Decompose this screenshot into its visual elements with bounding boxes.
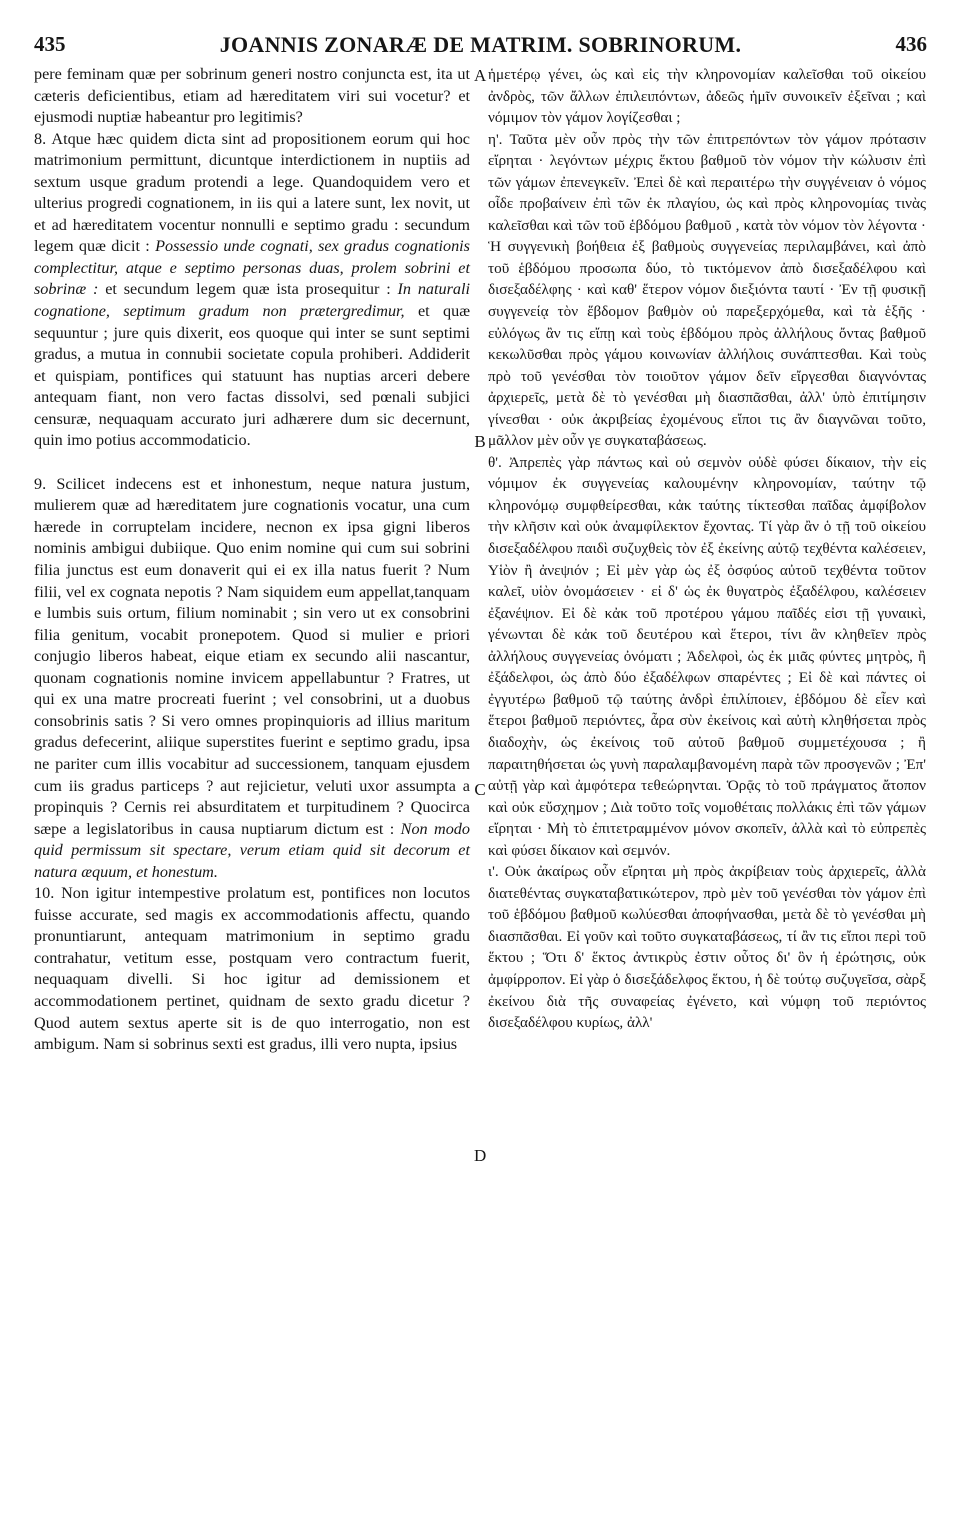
latin-quote: In naturali cognatione, septimum gradum non prætergredimur, <box>34 280 470 321</box>
latin-paragraph-8 <box>34 129 470 452</box>
latin-quote: Possessio unde cognati, sex gradus cognationis complectitur, atque e septimo personas duas, prolem sobrini et sobrinæ : <box>34 237 470 299</box>
latin-paragraph-9 <box>34 474 470 883</box>
section-marker-b: B <box>474 432 486 451</box>
section-marker-c: C <box>474 780 486 799</box>
running-title: JOANNIS ZONARÆ DE MATRIM. SOBRINORUM. <box>219 32 742 57</box>
latin-text: 8. Atque hæc quidem dicta sint ad propositionem eorum qui hoc matrimonium permittunt, dicuntque interdictionem in nuptiis ad sextum usque gradum protendi a lege. Quandoquidem vero et ulterius progredi cognationem, in iis qui a latere sunt, lex novit, ut et ad hæreditatem vocentur nonnulli e septimo gradu : secundum legem quæ dicit : <box>34 129 470 256</box>
latin-text: et secundum legem quæ ista prosequitur : <box>98 280 398 299</box>
greek-paragraph-9: θ'. Ἀπρεπὲς γὰρ πάντως καὶ οὐ σεμνὸν οὐδὲ φύσει δίκαιον, τὴν εἰς νόμιμον ἐκ συγγενείας καλουμένην κληρονομίαν, ταύτην τῷ κληρονόμῳ συμφθείρεσθαι, κἀκ ταύτης τίκτεσθαι παῖδας ἀμφίβολον τὴν κλῆσιν καὶ οὐκ ἀναμφίλεκτον ἔχοντας. Τί γὰρ ἂν ὁ τῇ τοῦ οἰκείου δισεξαδέλφου παιδὶ συζυχθεὶς τὸν ἐξ ἐκείνης αὐτῷ τεχθέντα καλέσειεν, Υἱὸν ἢ ἀνεψιόν ; Εἰ μὲν γὰρ ὡς ἐξ ὀσφύος αὐτοῦ τεχθέντα τοῦτον καλεῖ, υἱὸν ὀνομάσειεν · εἰ δ' ὡς ἐκ θυγατρὸς ἐξαδέλφου, καλέσειεν ἐξανέψιον. Εἰ δὲ κἀκ τοῦ προτέρου γάμου παῖδές εἰσι τῇ γυναικὶ, γένωνται δὲ κἀκ τοῦ δευτέρου καὶ ἕτεροι, τίνι ἂν κληθεῖεν πρὸς ἀλλήλους συγγενείας ὀνόματι ; Ἀδελφοὶ, ὡς ἐκ μιᾶς φύντες μητρὸς, ἢ ἐξάδελφοι, ὡς ἀπὸ δύο ἐξαδέλφων σπαρέντες ; Εἰ δὲ καὶ πάντες οἱ ἐγγυτέρω βαθμοῦ τῷ ταύτης ἀνδρὶ ἐπιλίποιεν, ἑβδόμου δὲ εἶεν καὶ ἕτεροι βαθμοῦ περιόντες, ἆρα σὺν ἐκείνοις καὶ αὐτὴ κληθήσεται πρὸς διαδοχὴν, ὡς ἐκείνοις τοῦ αὐτοῦ βαθμοῦ συμμετέχουσα ; ἢ παραιτηθήσεται ὡς γυνὴ παραλαμβανομένη παρὰ τῶν προσγενῶν ; Ἐπ' αὐτῇ γὰρ καὶ ἀμφότερα τεθεώρηνται. Ὁρᾷς τὸ τοῦ πράγματος ἄτοπον καὶ οὐκ εὔσχημον ; Διὰ τοῦτο τοῖς νομοθέταις πολλάκις ἐπὶ τῶν γάμων εἴρηται · Μὴ τὸ ἐπιτετραμμένον μόνον σκοπεῖν, ἀλλὰ καὶ τὸ εὐπρεπὲς καὶ φύσει δίκαιον καὶ σεμνόν. <box>488 453 926 859</box>
greek-paragraph-8: η'. Ταῦτα μὲν οὖν πρὸς τὴν τῶν ἐπιτρεπόντων τὸν γάμον πρότασιν εἴρηται · λεγόντων μέχρις ἕκτου βαθμοῦ τὸν νόμον τὴν κώλυσιν ἐπὶ τῶν γάμων ἐπενεγκεῖν. Ἐπεὶ δὲ καὶ περαιτέρω τὴν συγγένειαν ὁ νόμος οἶδε προβαίνειν ἐπὶ τῶν ἐκ πλαγίου, ὡς καὶ πρὸς κληρονομίας τινὰς καλεῖσθαι καὶ τῶν τοῦ ἑβδόμου βαθμοῦ , κατὰ τὸν νόμον τὸν λέγοντα · Ἡ συγγενικὴ βοήθεια ἐξ βαθμοὺς συγγενείας περιλαμβάνει, καὶ ἀπὸ τοῦ ἑβδόμου προσωπα δύο, τὸ τικτόμενον ἀπὸ δισεξαδέλφου καὶ δισεξαδέλφης · καὶ καθ' ἕτερον νόμον διεξιόντα ταυτί · Ἐν τῇ φυσικῇ συγγενείᾳ τὸν ἕβδομον βαθμὸν οὐ παρεξερχόμεθα, καὶ τὰ ἑξῆς · εὐλόγως ἂν τις εἴπῃ καὶ τοὺς ἑβδόμου πρὸς ἀλλήλους ὄντας βαθμοῦ κεκωλῦσθαι πρὸς γάμου κοινωνίαν ἀλλήλοις συνάπτεσθαι. Καὶ τοὺς πρὸ τοῦ γενέσθαι τὸν τοιοῦτον γάμον δεῖν εἴργεσθαι διαγνόντας ἀρχιερεῖς, μετὰ δὲ τὸ γενέσθαι μὴ διασπᾶσθαι, ἀλλ' ὑπὸ ἐπιτίμησιν γίνεσθαι · οὐκ ἀκριβείας ἐχομένους εἴποι τις ἂν διαγνῶναι τοῦτο, μᾶλλον μὲν οὖν γε συγκαταβάσεως. <box>488 130 926 450</box>
section-marker-d: D <box>474 1146 487 1165</box>
greek-column <box>488 64 926 1034</box>
latin-quote: Non modo quid permissum sit spectare, verum etiam quid sit decorum et natura æquum, et honestum. <box>34 819 470 881</box>
latin-column <box>34 64 470 1056</box>
section-marker-a: A <box>474 66 487 85</box>
page-number-right: 436 <box>895 32 927 56</box>
greek-paragraph-continuation: ἡμετέρῳ γένει, ὡς καὶ εἰς τὴν κληρονομίαν καλεῖσθαι τοῦ οἰκείου ἀνδρὸς, τῶν ἄλλων ἐπιλειπόντων, ἀδεῶς ἡμῖν συνοικεῖν ἐξεῖναι ; καὶ νόμιμον τὸν γάμον λογίζεσθαι ; <box>488 66 926 127</box>
latin-text: et quæ sequuntur ; jure quis dixerit, eos quoque qui inter se sunt septimi gradus, a mutua in connubii societate copula prohiberi. Addiderit et quispiam, pontifices qui statuunt has nuptias arceri debere antequam fiant, non vero factas dissolvi, sed pœnali subjici censuræ, nequaquam accurato juri adhærere dum sic decernunt, quin imo potius accommodaticio. <box>34 302 471 450</box>
latin-paragraph-10: 10. Non igitur intempestive prolatum est, pontifices non locutos fuisse accurate, sed magis ex accommodationis affectu, quando pronuntiarunt, antequam matrimonium in septimo gradu contrahatur, vetitum esse, postquam vero contractum fuerit, nequaquam divelli. Si hoc igitur ad demissionem et accommodationem pertinet, quidnam de sexto gradu dicetur ? Quod autem sextus aperte sit is de quo interrogatio, non est ambigum. Nam si sobrinus sexti est gradus, illi vero nupta, ipsius <box>34 884 470 1054</box>
latin-text: 9. Scilicet indecens est et inhonestum, neque natura justum, mulierem quæ ad hæreditatem jure cognationis vocatur, una cum hærede in corruptelam incidere, necnon ex ipsa gigni liberos nominis ambigui dubiique. Quo enim nomine qui cum sui sobrini filia junctus est eum donaverit qui ei ex illa natus fuerit ? Num filii, vel ex cognata nepotis ? Nam siquidem eum appellat,tanquam e lumbis suis ortum, filium nominabit ; sin vero ut ex consobrini filia genitum, vocabit pronepotem. Quod si mulier e priori conjugio liberos habeat, eique etiam ex secundo alii nascantur, quonam cognationis nomine invicem appellabuntur ? Fratres, ut qui ex una matre procreati fuerint ; vel consobrini, ut a duobus consobrinis satis ? Si vero omnes propinquioris ad illius maritum gradus defecerint, aliique superstites fuerint e septimo gradu, ipsa ne pariter cum illis vocabitur ad successionem, tanquam ejusdem cum iis gradus particeps ? aut rejicietur, veluti uxor assumpta a propinquis ? Cernis rei absurditatem et turpitudinem ? Quocirca sæpe a legislatoribus in causa nuptiarum dictum est : <box>34 474 470 838</box>
page-number-left: 435 <box>34 32 66 56</box>
latin-paragraph-continuation: pere feminam quæ per sobrinum generi nostro conjuncta est, ita ut cæteris deficientibus, etiam ad hæreditatem viri sui vocetur? et ejusmodi nuptiæ habeantur pro legitimis? <box>34 65 470 127</box>
greek-paragraph-10: ι'. Οὐκ ἀκαίρως οὖν εἴρηται μὴ πρὸς ἀκρίβειαν τοὺς ἀρχιερεῖς, ἀλλὰ διατεθέντας συγκαταβατικώτερον, πρὸ μὲν τοῦ γενέσθαι τὸν γάμον ἐπὶ τοῦ ἑβδόμου βαθμοῦ κωλύεσθαι ἀποφήνασθαι, μετὰ δὲ τὸ γενέσθαι μὴ διασπᾶσθαι. Εἰ γοῦν καὶ τοῦτο συγκαταβάσεως, τί ἂν τις εἴποι περὶ τοῦ ἕκτου ; Ὅτι δ' ἕκτος ἀντικρὺς ἐστιν οὗτος δι' ὃν ἡ ἐρώτησις, οὐκ ἀμφίρροπον. Εἰ γὰρ ὁ δισεξάδελφος ἕκτου, ἡ δὲ τούτῳ συζυγεῖσα, σὰρξ ἐκείνου διὰ τῆς συναφείας ἐγένετο, καὶ νύμφη τοῦ περιόντος δισεξαδέλφου κυρίως, ἀλλ' <box>488 863 926 1032</box>
page-header <box>34 32 927 62</box>
